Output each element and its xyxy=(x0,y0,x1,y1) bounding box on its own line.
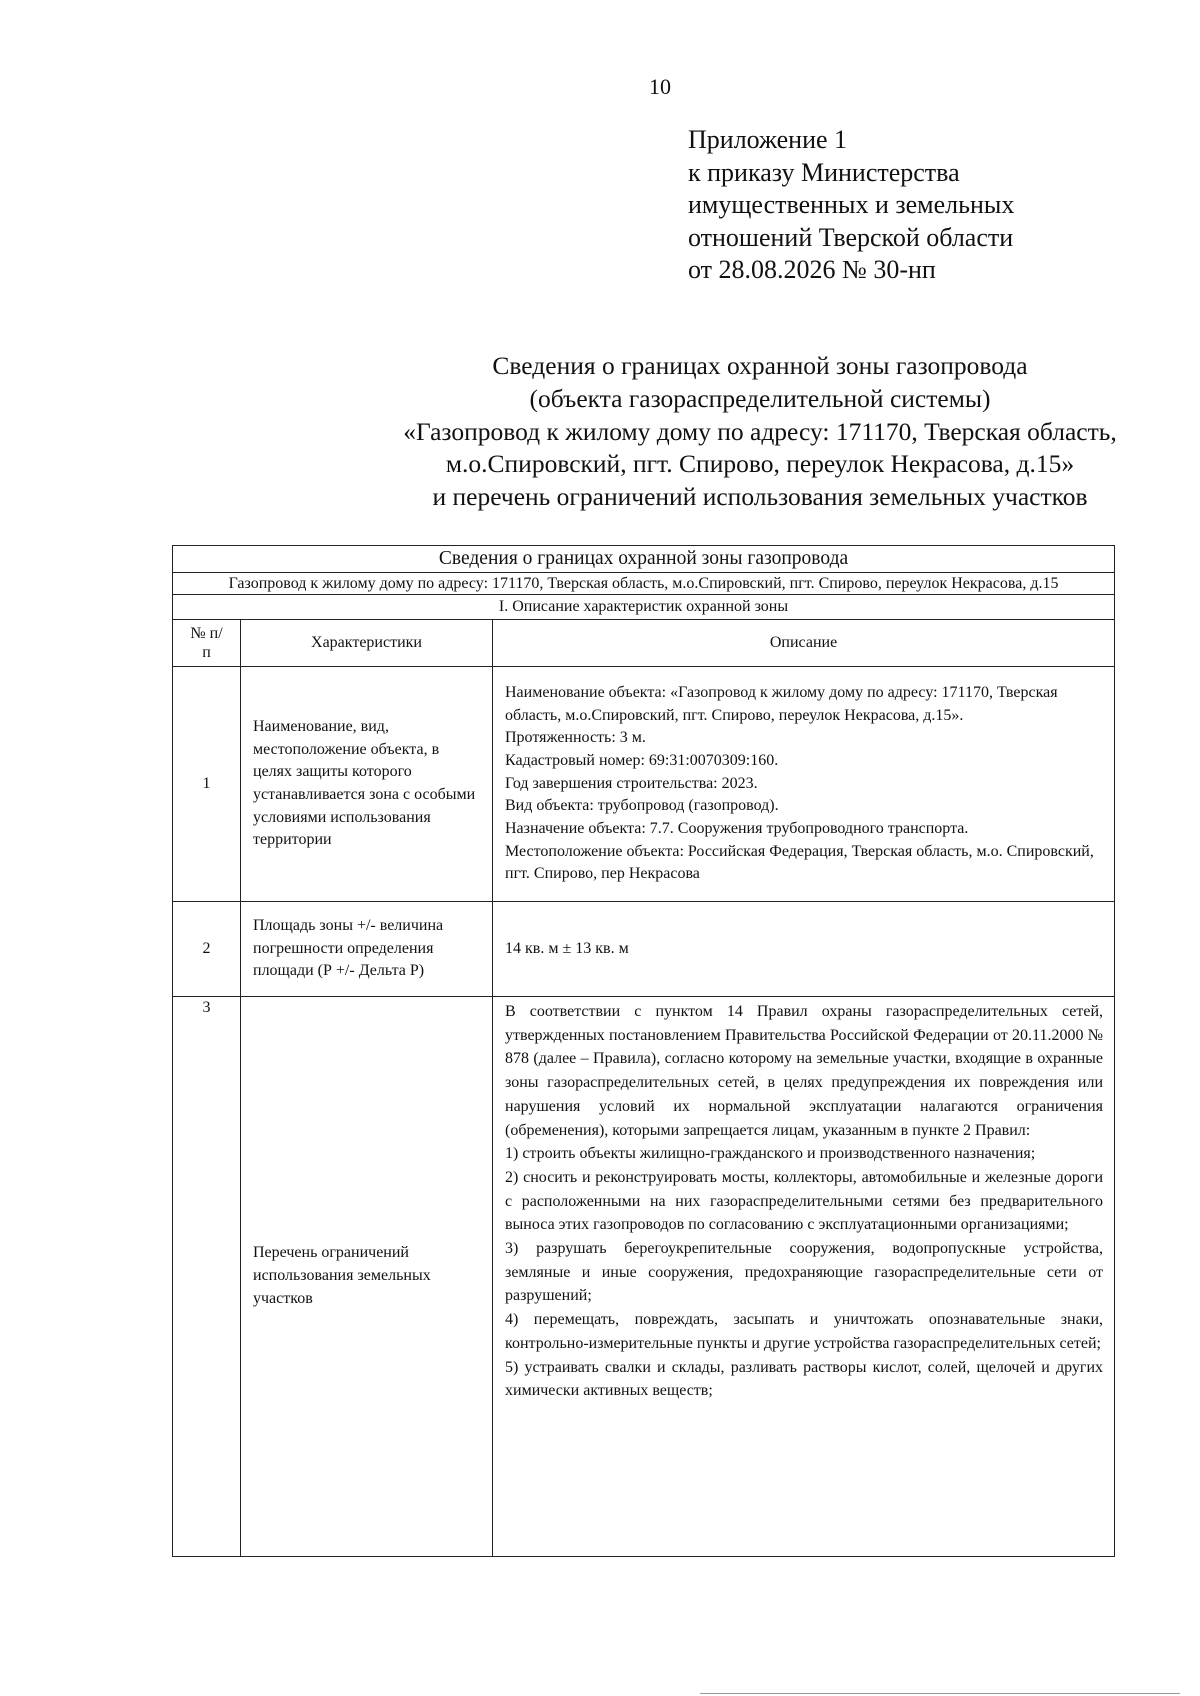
description-line: Год завершения строительства: 2023. xyxy=(505,774,758,792)
title-line: Сведения о границах охранной зоны газопровода xyxy=(492,351,1028,380)
row-characteristic: Наименование, вид, местоположение объекта, в целях защиты которого устанавливается зона с особыми условиями использования территории xyxy=(241,667,493,902)
appendix-header xyxy=(688,124,1014,287)
description-line: Протяженность: 3 м. xyxy=(505,729,646,747)
description-line: Назначение объекта: 7.7. Сооружения трубопроводного транспорта. xyxy=(505,820,969,838)
table-column-header-row xyxy=(173,620,1115,667)
description-line: Вид объекта: трубопровод (газопровод). xyxy=(505,797,779,815)
description-line: Кадастровый номер: 69:31:0070309:160. xyxy=(505,751,779,769)
document-title xyxy=(200,350,1200,514)
title-line: м.о.Спировский, пгт. Спирово, переулок Некрасова, д.15» xyxy=(445,449,1075,479)
appendix-line: имущественных и земельных xyxy=(688,190,1015,219)
title-line: и перечень ограничений использования земельных участков xyxy=(432,482,1088,512)
title-line: (объекта газораспределительной системы) xyxy=(529,383,991,413)
table-section-title: I. Описание характеристик охранной зоны xyxy=(173,595,1115,620)
appendix-line: к приказу Министерства xyxy=(688,157,960,187)
appendix-line: отношений Тверской области xyxy=(688,222,1014,252)
table-object-row xyxy=(173,573,1115,595)
table-row xyxy=(173,997,1115,1557)
table-row xyxy=(173,902,1115,997)
row-description xyxy=(493,902,1115,997)
appendix-line: от 28.08.2026 № 30-нп xyxy=(688,255,936,284)
row-description xyxy=(493,667,1115,902)
title-line: «Газопровод к жилому дому по адресу: 171170, Тверская область, xyxy=(403,416,1117,446)
column-header-num xyxy=(173,620,241,667)
description-line: 3) разрушать берегоукрепительные сооружения, водопропускные устройства, земляные и иные сооружения, предохраняющие газораспределительные сети от разрушений; xyxy=(505,1240,1104,1305)
table-heading-row xyxy=(173,546,1115,573)
description-line: 4) перемещать, повреждать, засыпать и уничтожать опознавательные знаки, контрольно-измерительные пункты и другие устройства газораспределительных сетей; xyxy=(505,1311,1104,1352)
description-line: Наименование объекта: «Газопровод к жилому дому по адресу: 171170, Тверская область, м.о.Спировский, пгт. Спирово, переулок Некрасова, д.15». xyxy=(505,683,1058,724)
row-number: 2 xyxy=(173,902,241,997)
table-object-line: Газопровод к жилому дому по адресу: 171170, Тверская область, м.о.Спировский, пгт. Спирово, переулок Некрасова, д.15 xyxy=(173,573,1115,595)
description-line: 14 кв. м ± 13 кв. м xyxy=(505,939,629,957)
page-number: 10 xyxy=(649,74,671,99)
table-section-row xyxy=(173,595,1115,620)
description-line: 5) устраивать свалки и склады, разливать растворы кислот, солей, щелочей и других химически активных веществ; xyxy=(505,1358,1104,1400)
scan-edge-line xyxy=(700,1693,1180,1694)
description-line: Местоположение объекта: Российская Федерация, Тверская область, м.о. Спировский, пгт. Спирово, пер Некрасова xyxy=(505,842,1094,883)
column-header-num-text: № п/п xyxy=(190,625,223,661)
row-number: 1 xyxy=(173,667,241,902)
row-characteristic: Перечень ограничений использования земельных участков xyxy=(241,997,493,1557)
description-line: В соответствии с пунктом 14 Правил охраны газораспределительных сетей, утвержденных постановлением Правительства Российской Федерации от 20.11.2000 № 878 (далее – Правила), согласно которому на земельные участки, входящие в охранные зоны газораспределительных сетей, в целях предупреждения их повреждения или нарушения условий их нормальной эксплуатации налагаются ограничения (обременения), которыми запрещается лицам, указанным в пункте 2 Правил: xyxy=(505,1003,1104,1139)
column-header-description: Описание xyxy=(493,620,1115,667)
column-header-characteristics: Характеристики xyxy=(241,620,493,667)
row-number: 3 xyxy=(173,997,241,1557)
description-line: 1) строить объекты жилищно-гражданского и производственного назначения; xyxy=(505,1145,1036,1163)
row-characteristic: Площадь зоны +/- величина погрешности определения площади (Р +/- Дельта Р) xyxy=(241,902,493,997)
protection-zone-table xyxy=(172,545,1115,1557)
table-heading: Сведения о границах охранной зоны газопровода xyxy=(173,546,1115,573)
description-line: 2) сносить и реконструировать мосты, коллекторы, автомобильные и железные дороги с расположенными на них газораспределительными сетями без предварительного выноса этих газопроводов по согласованию с эксплуатационными организациями; xyxy=(505,1168,1104,1234)
row-description xyxy=(493,997,1115,1557)
table-row xyxy=(173,667,1115,902)
appendix-line: Приложение 1 xyxy=(688,125,848,154)
